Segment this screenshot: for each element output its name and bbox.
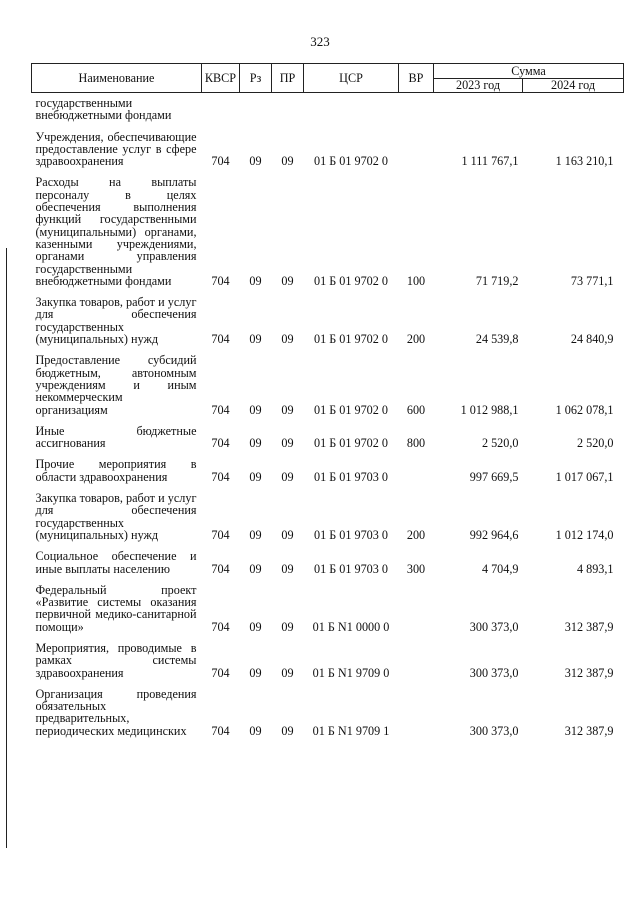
cell-name: Иные бюджетные ассигнования: [35, 423, 197, 451]
cell-name: Социальное обеспечение и иные выплаты населению: [35, 549, 197, 576]
cell-sum-2024: 1 017 067,1: [555, 469, 614, 484]
cell-rz: 09: [249, 154, 262, 169]
cell-sum-2023: 300 373,0: [469, 619, 519, 634]
cell-vr: 200: [406, 332, 426, 347]
cell-csr: 01 Б 01 9702 0: [313, 436, 389, 451]
cell-csr: 01 Б N1 9709 0: [312, 665, 390, 680]
cell-rz: 09: [249, 402, 262, 417]
cell-kvsr: 704: [211, 527, 230, 542]
cell-name: Мероприятия, проводимые в рамках системы здравоохранения: [35, 640, 197, 680]
cell-name: Прочие мероприятия в области здравоохранения: [35, 457, 197, 484]
cell-vr: [399, 122, 434, 168]
header-rz: Рз: [240, 64, 272, 93]
cell-sum-2023: 2 520,0: [481, 436, 519, 451]
cell-csr: 01 Б 01 9702 0: [313, 402, 389, 417]
header-name: Наименование: [32, 64, 202, 93]
cell-kvsr: 704: [211, 402, 230, 417]
cell-sum-2023: [434, 93, 523, 122]
cell-pr: [272, 93, 304, 122]
cell-sum-2023: 300 373,0: [469, 665, 519, 680]
table-row: [32, 633, 624, 679]
cell-sum-2023: 1 012 988,1: [460, 402, 519, 417]
cell-sum-2023: 1 111 767,1: [461, 154, 519, 169]
cell-kvsr: 704: [211, 561, 230, 576]
cell-sum-2024: 312 387,9: [564, 619, 614, 634]
cell-vr: [399, 93, 434, 122]
header-year-2023: 2023 год: [434, 79, 523, 93]
cell-name: Организация проведения обязательных предварительных, периодических медицинских: [35, 686, 197, 738]
cell-name: Федеральный проект «Развитие системы оказания первичной медико-санитарной помощи»: [35, 582, 197, 634]
table-header: [32, 64, 624, 93]
cell-vr: 200: [406, 527, 426, 542]
cell-vr: 100: [406, 273, 426, 288]
cell-pr: 09: [281, 723, 294, 738]
cell-kvsr: 704: [211, 619, 230, 634]
cell-rz: 09: [249, 273, 262, 288]
cell-pr: 09: [281, 665, 294, 680]
cell-name: Расходы на выплаты персоналу в целях обеспечения выполнения функций государственными (муниципальными) органами, казенными учреждениями, органами управления государственными внебюджетными фондами: [35, 175, 197, 288]
cell-csr: 01 Б 01 9703 0: [313, 561, 389, 576]
header-csr: ЦСР: [304, 64, 399, 93]
cell-vr: 300: [406, 561, 426, 576]
table-row: [32, 345, 624, 415]
cell-kvsr: 704: [211, 154, 230, 169]
table-row: [32, 483, 624, 541]
cell-kvsr: [202, 93, 240, 122]
cell-sum-2024: 73 771,1: [570, 273, 614, 288]
cell-vr: [399, 575, 434, 633]
cell-kvsr: 704: [211, 273, 230, 288]
cell-sum-2023: 71 719,2: [475, 273, 519, 288]
cell-rz: 09: [249, 527, 262, 542]
header-pr: ПР: [272, 64, 304, 93]
table-row: [32, 93, 624, 122]
header-year-2024: 2024 год: [523, 79, 624, 93]
header-vr: ВР: [399, 64, 434, 93]
cell-sum-2024: 312 387,9: [564, 665, 614, 680]
cell-csr: 01 Б 01 9702 0: [313, 154, 389, 169]
cell-sum-2024: 312 387,9: [564, 723, 614, 738]
cell-sum-2024: 24 840,9: [570, 332, 614, 347]
cell-name: Учреждения, обеспечивающие предоставление услуг в сфере здравоохранения: [35, 129, 197, 169]
cell-rz: 09: [249, 436, 262, 451]
cell-csr: 01 Б N1 9709 1: [312, 723, 390, 738]
cell-pr: 09: [281, 527, 294, 542]
cell-kvsr: 704: [211, 436, 230, 451]
header-kvsr: КВСР: [202, 64, 240, 93]
cell-name: Закупка товаров, работ и услуг для обеспечения государственных (муниципальных) нужд: [35, 295, 197, 347]
cell-rz: 09: [249, 469, 262, 484]
cell-sum-2023: 4 704,9: [481, 561, 519, 576]
cell-sum-2023: 300 373,0: [469, 723, 519, 738]
cell-vr: 800: [406, 436, 426, 451]
cell-csr: 01 Б 01 9703 0: [313, 527, 389, 542]
table-row: [32, 449, 624, 483]
cell-pr: 09: [281, 469, 294, 484]
cell-csr: 01 Б 01 9703 0: [313, 469, 389, 484]
cell-kvsr: 704: [211, 469, 230, 484]
page-number: 323: [310, 34, 330, 49]
cell-sum-2023: 24 539,8: [475, 332, 519, 347]
table-row: [32, 167, 624, 287]
cell-sum-2024: [523, 93, 624, 122]
table-row: [32, 575, 624, 633]
cell-pr: 09: [281, 332, 294, 347]
cell-csr: 01 Б N1 0000 0: [312, 619, 390, 634]
cell-sum-2024: 1 062 078,1: [555, 402, 614, 417]
cell-rz: 09: [249, 332, 262, 347]
cell-sum-2023: 997 669,5: [469, 469, 519, 484]
table-body: [32, 93, 624, 738]
cell-vr: [399, 633, 434, 679]
cell-kvsr: 704: [211, 723, 230, 738]
cell-name: государственными внебюджетными фондами: [35, 96, 172, 123]
cell-csr: 01 Б 01 9702 0: [313, 332, 389, 347]
header-sum: Сумма: [434, 64, 624, 79]
cell-sum-2024: 4 893,1: [576, 561, 614, 576]
cell-name: Предоставление субсидий бюджетным, автономным учреждениям и иным некоммерческим организациям: [35, 353, 197, 417]
table-row: [32, 541, 624, 575]
cell-rz: 09: [249, 561, 262, 576]
cell-rz: [240, 93, 272, 122]
cell-vr: 600: [406, 402, 426, 417]
cell-rz: 09: [249, 665, 262, 680]
cell-vr: [399, 449, 434, 483]
cell-pr: 09: [281, 561, 294, 576]
cell-rz: 09: [249, 619, 262, 634]
cell-kvsr: 704: [211, 665, 230, 680]
table-row: [32, 122, 624, 168]
table-row: [32, 416, 624, 450]
cell-pr: 09: [281, 273, 294, 288]
cell-pr: 09: [281, 154, 294, 169]
cell-pr: 09: [281, 402, 294, 417]
cell-kvsr: 704: [211, 332, 230, 347]
left-margin-line: [6, 248, 7, 848]
cell-vr: [399, 679, 434, 737]
table-row: [32, 287, 624, 345]
cell-sum-2023: 992 964,6: [469, 527, 519, 542]
cell-rz: 09: [249, 723, 262, 738]
cell-name: Закупка товаров, работ и услуг для обеспечения государственных (муниципальных) нужд: [35, 491, 197, 542]
cell-sum-2024: 1 012 174,0: [555, 527, 614, 542]
cell-sum-2024: 2 520,0: [576, 436, 614, 451]
table-row: [32, 679, 624, 737]
cell-sum-2024: 1 163 210,1: [555, 154, 614, 169]
cell-pr: 09: [281, 436, 294, 451]
cell-pr: 09: [281, 619, 294, 634]
cell-csr: 01 Б 01 9702 0: [313, 273, 389, 288]
cell-csr: [304, 93, 399, 122]
budget-table: [31, 63, 624, 737]
